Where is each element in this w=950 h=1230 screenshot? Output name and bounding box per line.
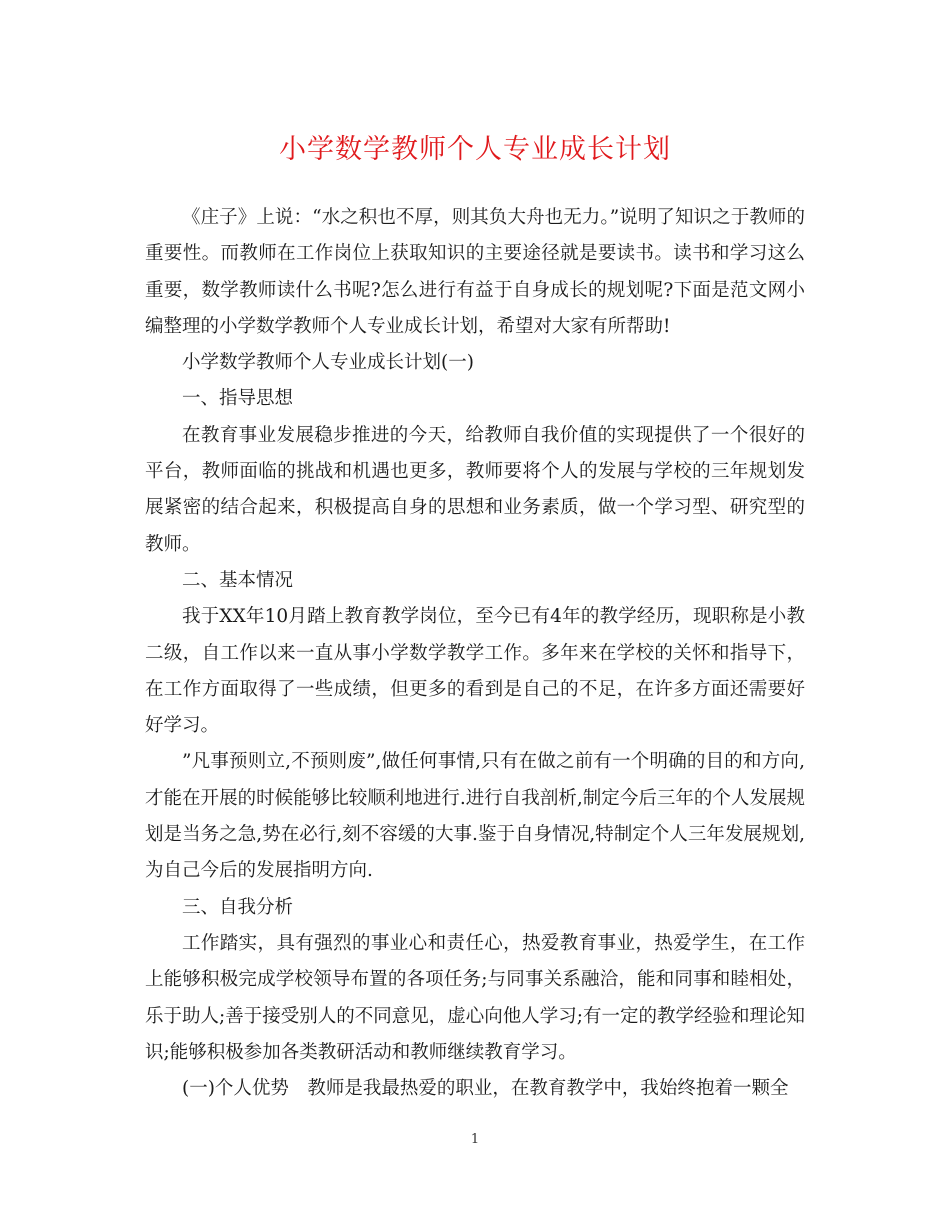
heading-guiding-thought: 一、指导思想: [182, 388, 294, 410]
guiding-thought-paragraph: 在教育事业发展稳步推进的今天，给教师自我价值的实现提供了一个很好的平台，教师面临的挑战和机遇也更多，教师要将个人的发展与学校的三年规划发展紧密的结合起来，积极提高自身的思想和业务素质，做一个学习型、研究型的教师。: [145, 424, 805, 555]
intro-paragraph: 《庄子》上说：“水之积也不厚，则其负大舟也无力。”说明了知识之于教师的重要性。而教师在工作岗位上获取知识的主要途径就是要读书。读书和学习这么重要，数学教师读什么书呢?怎么进行有益于自身成长的规划呢?下面是范文网小编整理的小学数学教师个人专业成长计划，希望对大家有所帮助!: [145, 207, 805, 337]
self-analysis-paragraph: 工作踏实，具有强烈的事业心和责任心，热爱教育事业，热爱学生，在工作上能够积极完成学校领导布置的各项任务;与同事关系融洽，能和同事和睦相处，乐于助人;善于接受别人的不同意见，虚心向他人学习;有一定的教学经验和理论知识;能够积极参加各类教研活动和教师继续教育学习。: [145, 932, 805, 1063]
document-body: [145, 200, 805, 1107]
personal-strengths-paragraph: (一)个人优势 教师是我最热爱的职业，在教育教学中，我始终抱着一颗全: [182, 1078, 789, 1100]
heading-self-analysis: 三、自我分析: [182, 896, 294, 918]
planning-paragraph: ”凡事预则立,不预则废”,做任何事情,只有在做之前有一个明确的目的和方向,才能在开展的时候能够比较顺利地进行.进行自我剖析,制定今后三年的个人发展规划是当务之急,势在必行,刻不容缓的大事.鉴于自身情况,特制定个人三年发展规划,为自己今后的发展指明方向.: [145, 751, 805, 882]
document-title: 小学数学教师个人专业成长计划: [279, 134, 671, 165]
basic-situation-paragraph: 我于XX年10月踏上教育教学岗位，至今已有4年的教学经历，现职称是小教二级，自工作以来一直从事小学数学教学工作。多年来在学校的关怀和指导下，在工作方面取得了一些成绩，但更多的看到是自己的不足，在许多方面还需要好好学习。: [145, 606, 805, 737]
section-subtitle: 小学数学教师个人专业成长计划(一): [182, 352, 474, 374]
page-number: 1: [470, 1132, 480, 1147]
heading-basic-situation: 二、基本情况: [182, 569, 294, 591]
